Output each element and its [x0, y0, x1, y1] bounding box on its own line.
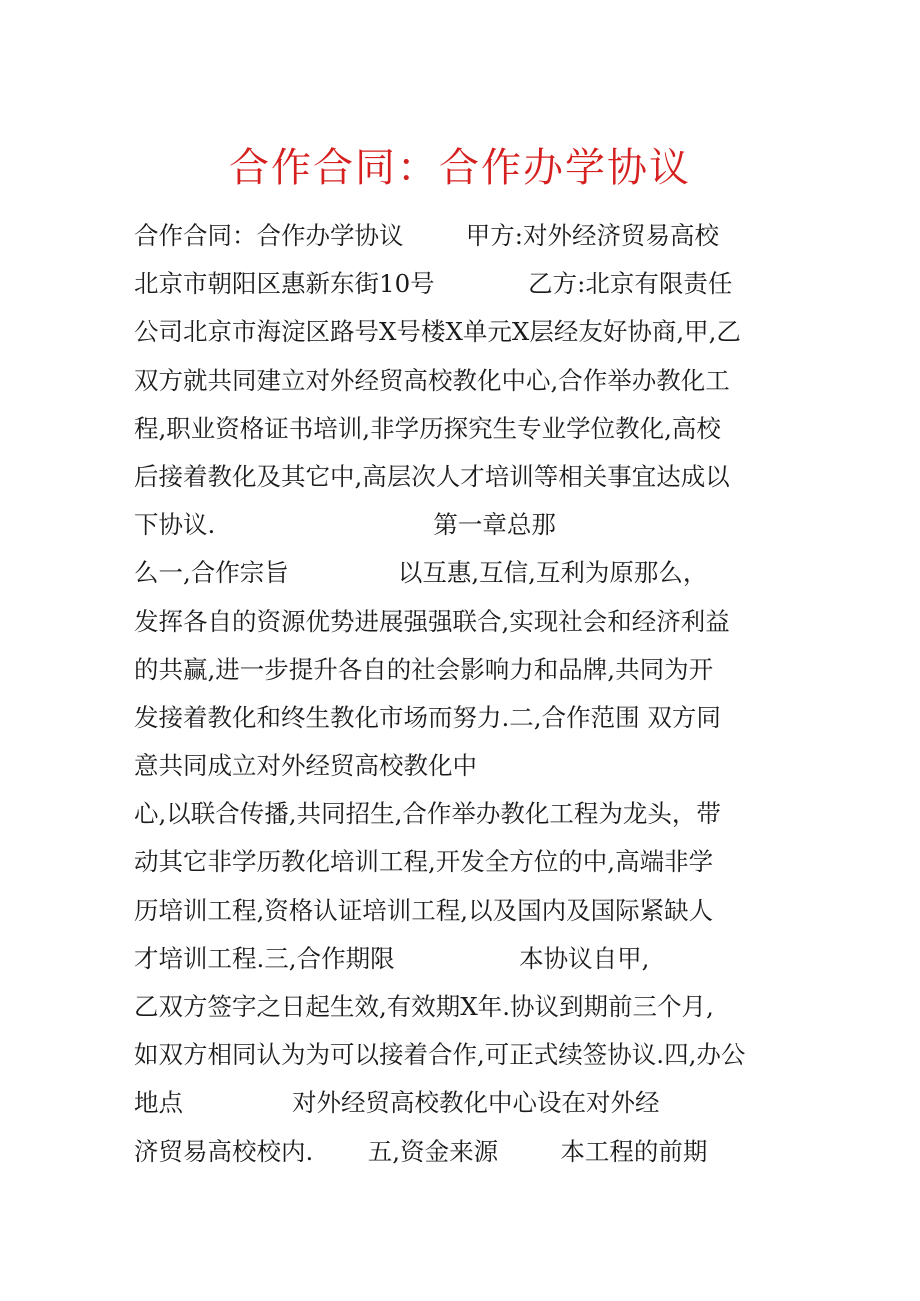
body-line: 历培训工程,资格认证培训工程,以及国内及国际紧缺人	[134, 895, 714, 925]
body-line: 北京市朝阳区惠新东街10号 乙方:北京有限责任	[134, 269, 733, 299]
body-line: 济贸易高校校内. 五,资金来源 本工程的前期	[134, 1136, 708, 1166]
body-line: 如双方相同认为为可以接着合作,可正式续签协议.四,办公	[134, 1040, 746, 1070]
body-line: 程,职业资格证书培训,非学历探究生专业学位教化,高校	[134, 413, 721, 443]
body-line: 双方就共同建立对外经贸高校教化中心,合作举办教化工	[134, 365, 730, 395]
body-line: 乙双方签字之日起生效,有效期X年.协议到期前三个月,	[134, 992, 714, 1021]
body-line: 发接着教化和终生教化市场而努力.二,合作范围 双方同	[134, 702, 721, 732]
body-line: 的共赢,进一步提升各自的社会影响力和品牌,共同为开	[134, 654, 714, 684]
body-line: 合作合同：合作办学协议 甲方:对外经济贸易高校	[134, 221, 720, 250]
body-line: 心,以联合传播,共同招生,合作举办教化工程为龙头，带	[134, 799, 721, 829]
body-line: 下协议. 第一章总那	[134, 510, 556, 540]
document-title: 合作合同：合作办学协议	[229, 145, 691, 191]
body-line: 才培训工程.三,合作期限 本协议自甲,	[134, 943, 650, 973]
body-line: 么一,合作宗旨 以互惠,互信,互利为原那么，	[134, 558, 708, 588]
body-line: 公司北京市海淀区路号X号楼X单元X层经友好协商,甲,乙	[134, 317, 741, 347]
body-line: 意共同成立对外经贸高校教化中	[134, 751, 477, 781]
body-line: 动其它非学历教化培训工程,开发全方位的中,高端非学	[134, 847, 714, 877]
body-line: 后接着教化及其它中,高层次人才培训等相关事宜达成以	[134, 461, 730, 491]
document-body	[134, 212, 794, 1176]
body-line: 发挥各自的资源优势进展强强联合,实现社会和经济利益	[134, 606, 730, 636]
body-line: 地点 对外经贸高校教化中心设在对外经	[134, 1088, 660, 1118]
